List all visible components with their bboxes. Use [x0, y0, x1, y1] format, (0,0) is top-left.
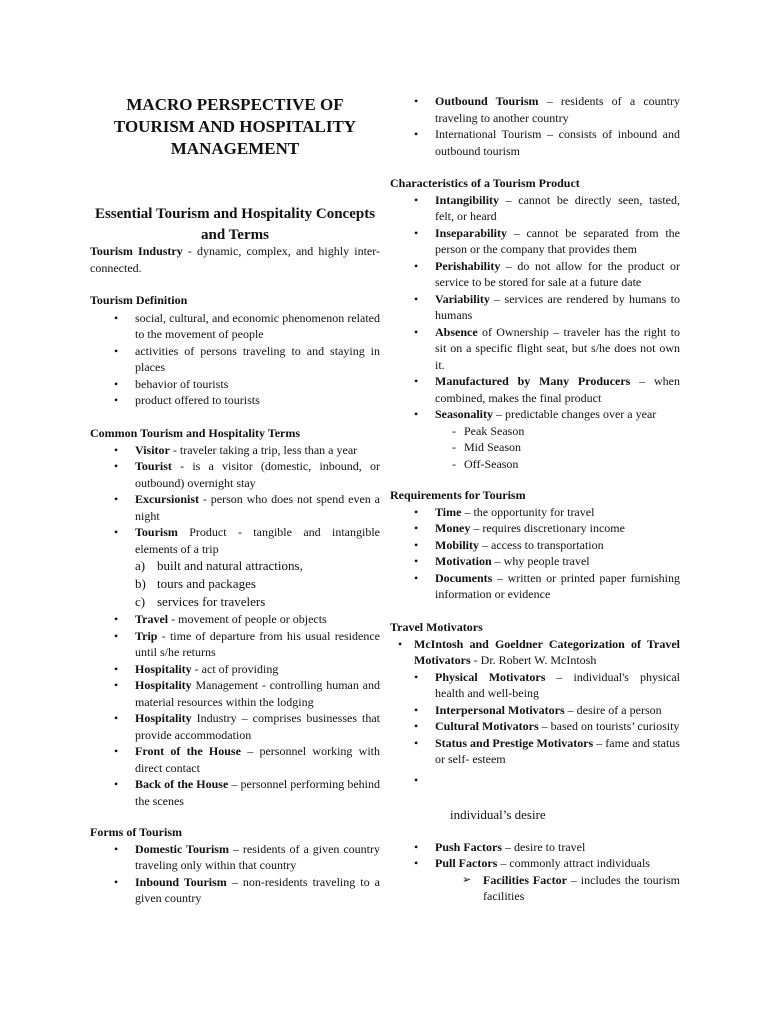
forms-of-tourism-list: [90, 841, 380, 907]
tourism-definition-list: [90, 310, 380, 409]
definition: - act of providing: [191, 661, 279, 676]
definition: – commonly attract individuals: [497, 856, 650, 870]
term: Back of the House: [135, 777, 229, 791]
definition: – desire to travel: [502, 839, 586, 854]
tourism-industry-text: - dynamic, complex, and highly inter-connected.: [90, 244, 380, 275]
sub-marker: c): [135, 594, 146, 609]
seasons-list: [390, 423, 680, 473]
definition: – do not allow for the product or service to be stored for sale at a future date: [435, 258, 680, 289]
list-item: • behavior of tourists: [90, 376, 380, 393]
list-item: [90, 776, 380, 809]
definition: – access to transportation: [479, 537, 604, 552]
term: Manufactured by Many Producers: [435, 374, 631, 388]
list-item: [90, 611, 380, 628]
list-item: [390, 373, 680, 406]
list-item: [90, 677, 380, 710]
definition: – individual's physical health and well-being: [435, 669, 680, 700]
list-item: [390, 855, 680, 872]
sub-item: [90, 593, 380, 611]
definition: - person who does not spend even a night: [135, 492, 380, 523]
term: Front of the House: [135, 744, 241, 758]
forms-of-tourism-continued: [390, 93, 680, 159]
list-item: • activities of persons traveling to and staying in places: [90, 343, 380, 376]
list-item: [390, 520, 680, 537]
definition: - traveler taking a trip, less than a year: [169, 442, 358, 457]
term: Motivation: [435, 554, 492, 568]
definition: - movement of people or objects: [168, 612, 327, 626]
term-rest: Industry: [191, 711, 237, 725]
list-item: [390, 570, 680, 603]
list-item: [390, 702, 680, 719]
list-item: [90, 491, 380, 524]
definition: of Ownership – traveler has the right to sit on a specific flight seat, but s/he does not own it.: [435, 324, 680, 372]
requirements-section: [390, 487, 680, 603]
list-item: [90, 524, 380, 557]
list-item: [390, 291, 680, 324]
term: Seasonality: [435, 407, 494, 421]
definition: – cannot be directly seen, tasted, felt, or heard: [435, 192, 680, 223]
term: Cultural Motivators: [435, 719, 539, 733]
list-item: [90, 661, 380, 678]
term: Money: [435, 521, 471, 535]
list-item: [390, 406, 680, 423]
sub-item: [90, 575, 380, 593]
list-item: [90, 458, 380, 491]
term: Variability: [435, 291, 490, 306]
term: Tourist: [135, 459, 172, 473]
requirements-list: [390, 504, 680, 603]
term: Interpersonal Motivators: [435, 702, 565, 717]
common-terms-section: [90, 425, 380, 809]
definition: – when combined, makes the final product: [435, 374, 680, 405]
definition: International Tourism – consists of inbound and outbound tourism: [435, 127, 680, 158]
list-item: [390, 126, 680, 159]
season-item: - Mid Season: [390, 439, 680, 456]
tourism-industry-paragraph: [90, 243, 380, 276]
tourism-definition-heading: Tourism Definition: [90, 293, 188, 307]
term: Inseparability: [435, 225, 508, 240]
tourism-industry-term: Tourism Industry: [90, 244, 183, 258]
definition: – residents of a country traveling to another country: [435, 94, 680, 125]
definition: – requires discretionary income: [470, 521, 625, 535]
term: Visitor: [135, 442, 170, 457]
list-item: • product offered to tourists: [90, 392, 380, 409]
term: Status and Prestige Motivators: [435, 735, 594, 750]
season-item: - Peak Season: [390, 423, 680, 440]
list-item: [390, 93, 680, 126]
definition: – personnel working with direct contact: [135, 744, 381, 775]
term: Tourism: [135, 525, 178, 539]
characteristics-section: [390, 175, 680, 472]
term: Trip: [135, 628, 158, 643]
term: Push Factors: [435, 839, 502, 854]
characteristics-list: [390, 192, 680, 423]
term-rest: Management: [191, 678, 259, 692]
term: Hospitality: [135, 661, 192, 676]
tourism-product-sublist: [90, 557, 380, 611]
term: Time: [435, 504, 462, 519]
section-subtitle: Essential Tourism and Hospitality Concepts and Terms: [94, 206, 376, 243]
list-item: [390, 839, 680, 856]
sub-text: built and natural attractions,: [157, 558, 303, 573]
definition: – comprises businesses that provide accommodation: [135, 711, 380, 742]
term: Facilities Factor: [483, 872, 567, 887]
list-item: [390, 553, 680, 570]
term: Excursionist: [135, 492, 200, 506]
characteristics-heading: Characteristics of a Tourism Product: [390, 176, 580, 190]
definition: - controlling human and material resources within the lodging: [135, 678, 380, 709]
term: Documents: [435, 570, 493, 585]
term: Travel: [135, 612, 169, 626]
list-item: [90, 442, 380, 459]
definition: - Dr. Robert W. McIntosh: [470, 653, 597, 667]
list-item: [90, 710, 380, 743]
list-item: [390, 324, 680, 374]
list-item: [390, 718, 680, 735]
common-terms-list-continued: [90, 611, 380, 809]
sub-text: tours and packages: [157, 576, 256, 591]
travel-motivators-heading: Travel Motivators: [390, 620, 483, 634]
definition: – cannot be separated from the person or the company that provides them: [435, 225, 680, 256]
term-rest: Product: [177, 525, 227, 539]
tourism-definition-section: [90, 292, 380, 409]
forms-of-tourism-section: [90, 824, 380, 907]
sub-marker: b): [135, 576, 146, 591]
list-item: [90, 874, 380, 907]
definition: – predictable changes over a year: [493, 407, 657, 421]
definition: - tangible and intangible elements of a trip: [135, 525, 380, 556]
list-item: [90, 628, 380, 661]
list-item: [90, 841, 380, 874]
definition: – written or printed paper furnishing information or evidence: [435, 570, 680, 601]
term: Physical Motivators: [435, 669, 546, 684]
definition: – why people travel: [491, 554, 590, 568]
list-item: [390, 537, 680, 554]
definition: – includes the tourism facilities: [483, 872, 680, 903]
definition: – the opportunity for travel: [461, 504, 595, 519]
definition: – based on tourists’ curiosity: [538, 719, 680, 733]
term: Domestic Tourism: [135, 841, 229, 856]
forms-of-tourism-list-continued: [390, 93, 680, 159]
list-item: • social, cultural, and economic phenomenon related to the movement of people: [90, 310, 380, 343]
definition: - is a visitor (domestic, inbound, or outbound) overnight stay: [135, 459, 380, 490]
definition: - time of departure from his usual residence until s/he returns: [135, 628, 380, 659]
motivators-list: [390, 669, 680, 788]
document-title: MACRO PERSPECTIVE OF TOURISM AND HOSPITALITY MANAGEMENT: [113, 95, 357, 158]
list-item: [390, 636, 680, 669]
common-terms-list: [90, 442, 380, 558]
term: Inbound Tourism: [135, 874, 227, 889]
definition: – non-residents traveling to a given country: [135, 874, 380, 905]
empty-list-item: [390, 772, 680, 788]
definition: – services are rendered by humans to humans: [435, 291, 680, 322]
definition: – residents of a given country traveling only within that country: [135, 841, 381, 872]
desire-note: individual’s desire: [450, 806, 546, 822]
definition: – desire of a person: [564, 702, 662, 717]
term: Intangibility: [435, 192, 500, 207]
term: Absence: [435, 324, 478, 339]
list-item: [390, 504, 680, 521]
term: Hospitality: [135, 678, 192, 692]
list-item: [390, 258, 680, 291]
sub-marker: a): [135, 558, 146, 573]
term: McIntosh and Goeldner Categorization of Travel Motivators: [414, 636, 680, 667]
sub-text: services for travelers: [157, 594, 266, 609]
definition: – personnel performing behind the scenes: [135, 777, 381, 808]
list-item: [390, 669, 680, 702]
list-item: [390, 225, 680, 258]
mcintosh-list: [390, 636, 680, 669]
requirements-heading: Requirements for Tourism: [390, 488, 526, 502]
term: Perishability: [435, 258, 501, 273]
list-item: [390, 192, 680, 225]
term: Mobility: [435, 537, 479, 552]
season-item: - Off-Season: [390, 456, 680, 473]
travel-motivators-section: [390, 619, 680, 905]
term: Outbound Tourism: [435, 94, 539, 108]
common-terms-heading: Common Tourism and Hospitality Terms: [90, 426, 301, 440]
factors-list: [390, 839, 680, 872]
list-item: [390, 735, 680, 768]
forms-of-tourism-heading: Forms of Tourism: [90, 825, 183, 839]
term: Hospitality: [135, 711, 192, 725]
sub-item: [90, 557, 380, 575]
list-item: [90, 743, 380, 776]
facilities-factor-item: [390, 872, 680, 905]
term: Pull Factors: [435, 856, 498, 870]
definition: – fame and status or self- esteem: [435, 735, 680, 766]
